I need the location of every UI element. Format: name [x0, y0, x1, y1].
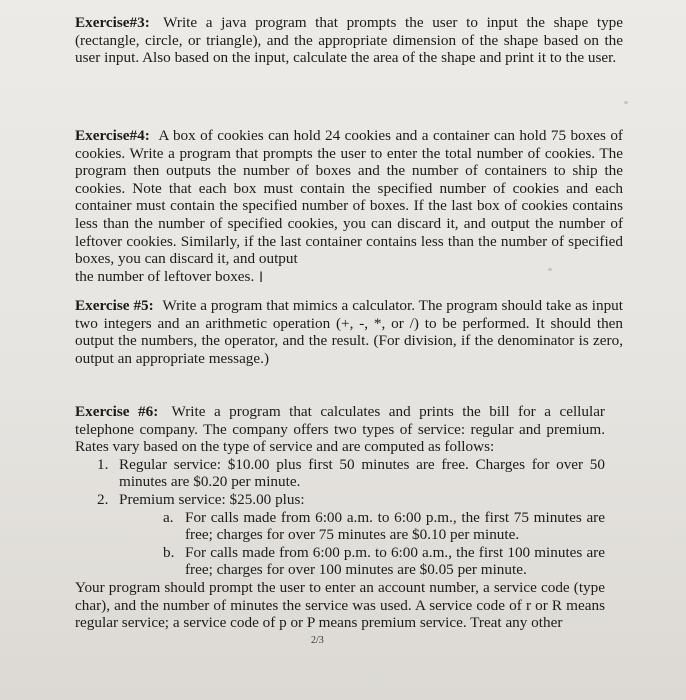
paper-speck: [548, 268, 552, 271]
sub-list-item-letter: a.: [163, 508, 174, 526]
exercise-5-text: Write a program that mimics a calculator. The program should take as input two integers and an arithmetic operation (+, -, *, or /) to be performed. It should then output the numbers, the operator, and the result. (For division, if the denominator is zero, output an appropriate message.): [75, 297, 623, 367]
exercise-4: [75, 127, 623, 285]
exercise-6-intro: Write a program that calculates and prints the bill for a cellular telephone company. The company offers two types of service: regular and premium. Rates vary based on the type of service and are computed as follows:: [75, 403, 605, 456]
sub-list-item-text: For calls made from 6:00 a.m. to 6:00 p.m., the first 75 minutes are free; charges for over 75 minutes are $0.10 per minute.: [185, 508, 605, 544]
list-item-number: 2.: [97, 490, 109, 508]
exercise-5-heading: Exercise #5:: [75, 297, 154, 314]
page-number: 2/3: [311, 635, 324, 646]
exercise-3: [75, 14, 623, 67]
sub-list-item: [141, 544, 605, 579]
list-item: [75, 491, 605, 579]
exercise-6-heading: Exercise #6:: [75, 403, 159, 420]
exercise-4-last-line: the number of leftover boxes.: [75, 267, 255, 285]
exercise-3-text: Write a java program that prompts the user to input the shape type (rectangle, circle, or triangle), and the appropriate dimension of the shape based on the user input. Also based on the input, calculate the area of the shape and print it to the user.: [75, 14, 623, 67]
premium-sublist: [119, 509, 605, 579]
paper-speck: [624, 101, 628, 104]
service-list: [75, 456, 605, 579]
list-item: [75, 456, 605, 491]
list-item-number: 1.: [97, 455, 109, 473]
exercise-3-heading: Exercise#3:: [75, 14, 150, 31]
sub-list-item-text: For calls made from 6:00 p.m. to 6:00 a.m., the first 100 minutes are free; charges for over 100 minutes are $0.05 per minute.: [185, 543, 605, 579]
exercise-4-heading: Exercise#4:: [75, 127, 150, 144]
exercise-6: [75, 403, 605, 632]
exercise-6-outro: Your program should prompt the user to enter an account number, a service code (type char), and the number of minutes the service was used. A service code of r or R means regular service; a service code of p or P means premium service. Treat any other: [75, 578, 605, 632]
list-item-text: Regular service: $10.00 plus first 50 minutes are free. Charges for over 50 minutes are $0.20 per minute.: [119, 455, 605, 491]
sub-list-item: [141, 509, 605, 544]
exercise-5: [75, 297, 623, 367]
list-item-text: Premium service: $25.00 plus:: [119, 490, 305, 508]
text-cursor-icon: I: [259, 270, 264, 286]
exercise-4-text: A box of cookies can hold 24 cookies and a container can hold 75 boxes of cookies. Write a program that prompts the user to enter the total number of cookies. The program then outputs the number of boxes and the number of containers to ship the cookies. Note that each box must contain the specified number of cookies and each container must contain the specified number of boxes. If the last box of cookies contains less than the number of specified cookies, you can discard it, and output the number of leftover cookies. Similarly, if the last container contains less than the number of specified boxes, you can discard it, and output: [75, 127, 623, 268]
sub-list-item-letter: b.: [163, 543, 175, 561]
